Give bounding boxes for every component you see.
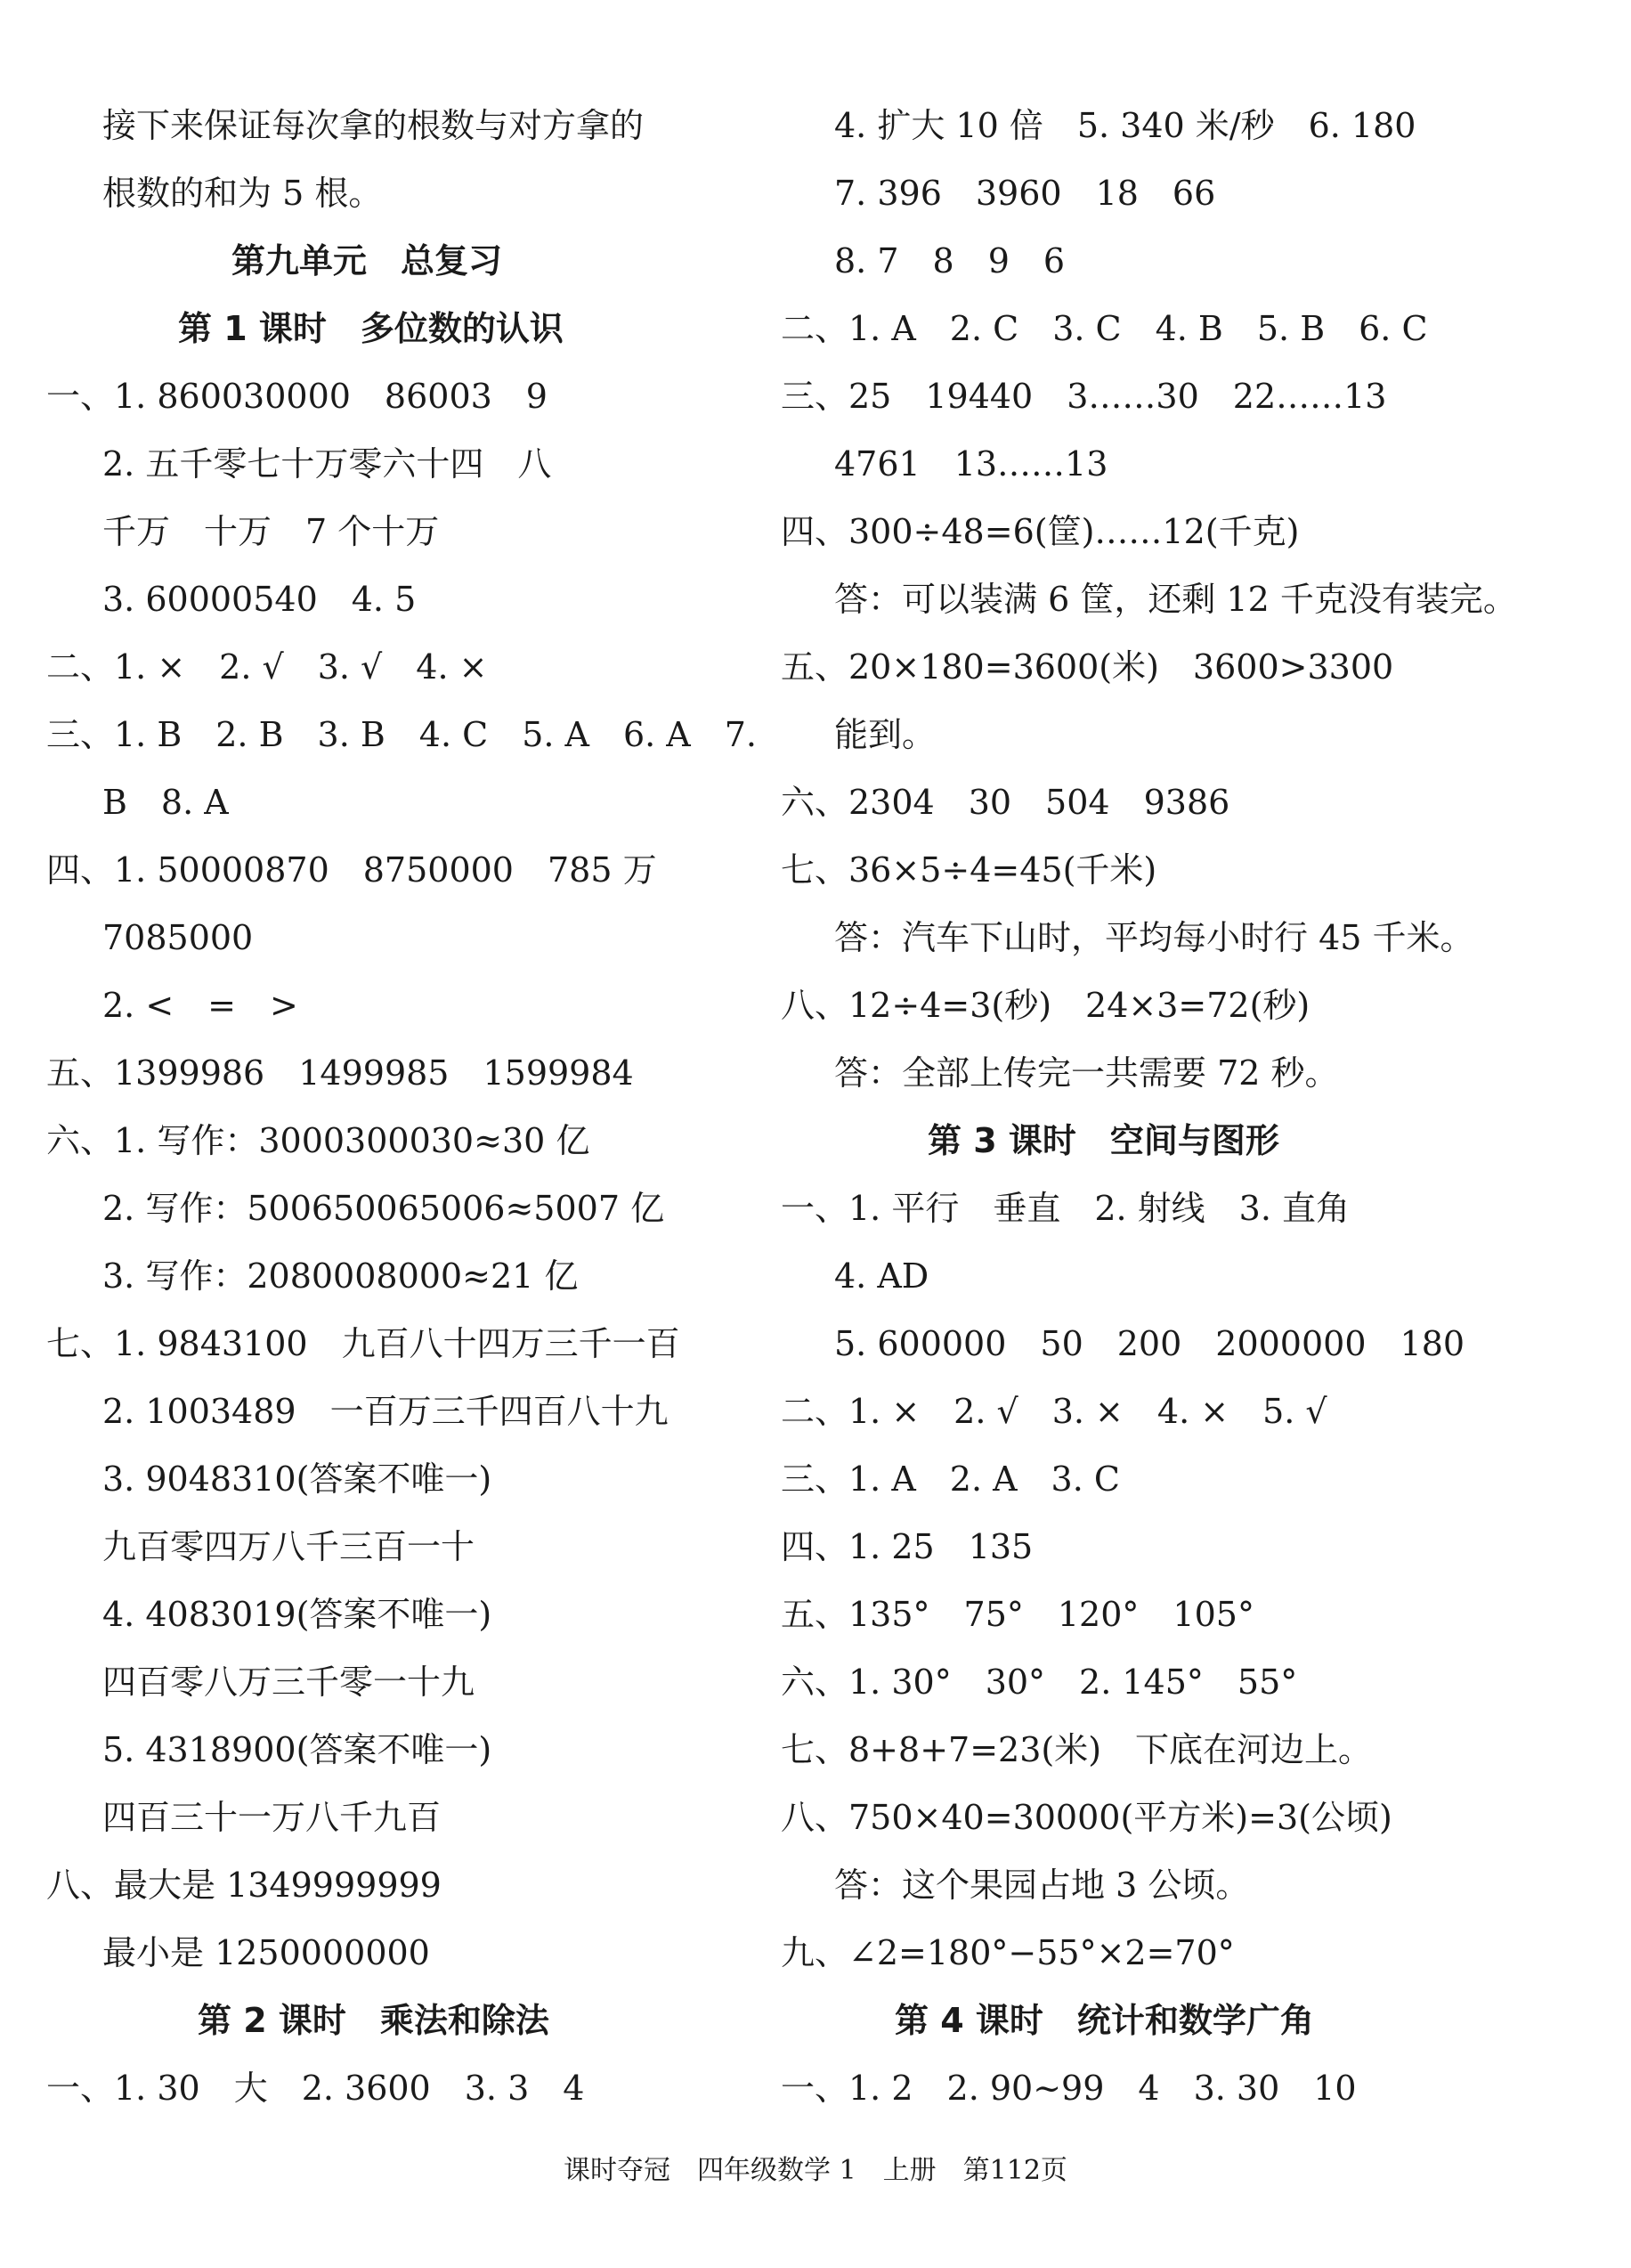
answer-line: 2. < = > <box>102 986 298 1025</box>
answer-line: 二、1. A 2. C 3. C 4. B 5. B 6. C <box>781 309 1428 348</box>
answer-line: 根数的和为 5 根。 <box>102 174 383 213</box>
answer-line: 八、12÷4=3(秒) 24×3=72(秒) <box>781 986 1310 1025</box>
answer-line: 四百三十一万八千九百 <box>102 1798 442 1837</box>
answer-line: 3. 9048310(答案不唯一) <box>102 1459 492 1499</box>
unit-heading: 第九单元 总复习 <box>231 241 503 280</box>
answer-line: 4. AD <box>834 1256 929 1296</box>
answer-line: 六、2304 30 504 9386 <box>781 783 1230 822</box>
lesson-heading: 第 4 课时 统计和数学广角 <box>895 2001 1314 2040</box>
lesson-heading: 第 3 课时 空间与图形 <box>928 1121 1279 1160</box>
answer-line: 四、300÷48=6(筐)……12(千克) <box>781 512 1300 551</box>
answer-line: B 8. A <box>102 783 229 822</box>
answer-line: 二、1. × 2. √ 3. × 4. × 5. √ <box>781 1392 1327 1431</box>
answer-line: 一、1. 2 2. 90~99 4 3. 30 10 <box>781 2069 1357 2108</box>
answer-line: 答：可以装满 6 筐，还剩 12 千克没有装完。 <box>834 580 1517 619</box>
answer-line: 接下来保证每次拿的根数与对方拿的 <box>102 106 645 145</box>
answer-line: 四百零八万三千零一十九 <box>102 1662 475 1702</box>
answer-line: 4. 扩大 10 倍 5. 340 米/秒 6. 180 <box>834 106 1416 145</box>
answer-line: 千万 十万 7 个十万 <box>102 512 440 551</box>
answer-line: 答：这个果园占地 3 公顷。 <box>834 1866 1250 1905</box>
answer-line: 答：全部上传完一共需要 72 秒。 <box>834 1053 1339 1093</box>
answer-line: 一、1. 30 大 2. 3600 3. 3 4 <box>46 2069 585 2108</box>
answer-line: 8. 7 8 9 6 <box>834 241 1066 280</box>
answer-line: 七、8+8+7=23(米) 下底在河边上。 <box>781 1730 1373 1769</box>
answer-line: 五、20×180=3600(米) 3600>3300 <box>781 647 1394 687</box>
answer-line: 能到。 <box>834 715 937 754</box>
answer-line: 六、1. 30° 30° 2. 145° 55° <box>781 1662 1298 1702</box>
answer-line: 一、1. 860030000 86003 9 <box>46 377 548 416</box>
answer-line: 5. 600000 50 200 2000000 180 <box>834 1324 1465 1363</box>
answer-line: 5. 4318900(答案不唯一) <box>102 1730 492 1769</box>
answer-line: 二、1. × 2. √ 3. √ 4. × <box>46 647 488 687</box>
answer-line: 3. 写作：2080008000≈21 亿 <box>102 1256 579 1296</box>
answer-line: 三、25 19440 3……30 22……13 <box>781 377 1387 416</box>
answer-line: 一、1. 平行 垂直 2. 射线 3. 直角 <box>781 1189 1351 1228</box>
answer-line: 八、750×40=30000(平方米)=3(公顷) <box>781 1798 1392 1837</box>
answer-line: 八、最大是 1349999999 <box>46 1866 442 1905</box>
answer-line: 2. 五千零七十万零六十四 八 <box>102 444 552 484</box>
answer-line: 2. 写作：500650065006≈5007 亿 <box>102 1189 665 1228</box>
answer-line: 7085000 <box>102 918 254 957</box>
answer-line: 六、1. 写作：3000300030≈30 亿 <box>46 1121 590 1160</box>
answer-line: 4. 4083019(答案不唯一) <box>102 1595 492 1634</box>
answer-line: 三、1. B 2. B 3. B 4. C 5. A 6. A 7. <box>46 715 758 754</box>
answer-line: 3. 60000540 4. 5 <box>102 580 417 619</box>
answer-line: 五、1399986 1499985 1599984 <box>46 1053 634 1093</box>
lesson-heading: 第 2 课时 乘法和除法 <box>198 2001 549 2040</box>
answer-line: 四、1. 50000870 8750000 785 万 <box>46 850 657 890</box>
answer-line: 2. 1003489 一百万三千四百八十九 <box>102 1392 669 1431</box>
page-footer: 课时夺冠 四年级数学 1 上册 第112页 <box>564 2155 1067 2186</box>
answer-line: 七、1. 9843100 九百八十四万三千一百 <box>46 1324 680 1363</box>
answer-line: 答：汽车下山时，平均每小时行 45 千米。 <box>834 918 1474 957</box>
answer-line: 4761 13……13 <box>834 444 1108 484</box>
answer-line: 7. 396 3960 18 66 <box>834 174 1216 213</box>
answer-line: 五、135° 75° 120° 105° <box>781 1595 1254 1634</box>
lesson-heading: 第 1 课时 多位数的认识 <box>178 309 564 348</box>
answer-line: 三、1. A 2. A 3. C <box>781 1459 1120 1499</box>
answer-line: 最小是 1250000000 <box>102 1933 430 1972</box>
answer-line: 七、36×5÷4=45(千米) <box>781 850 1157 890</box>
answer-line: 九百零四万八千三百一十 <box>102 1527 475 1566</box>
answer-line: 四、1. 25 135 <box>781 1527 1034 1566</box>
answer-line: 九、∠2=180°−55°×2=70° <box>781 1933 1235 1972</box>
